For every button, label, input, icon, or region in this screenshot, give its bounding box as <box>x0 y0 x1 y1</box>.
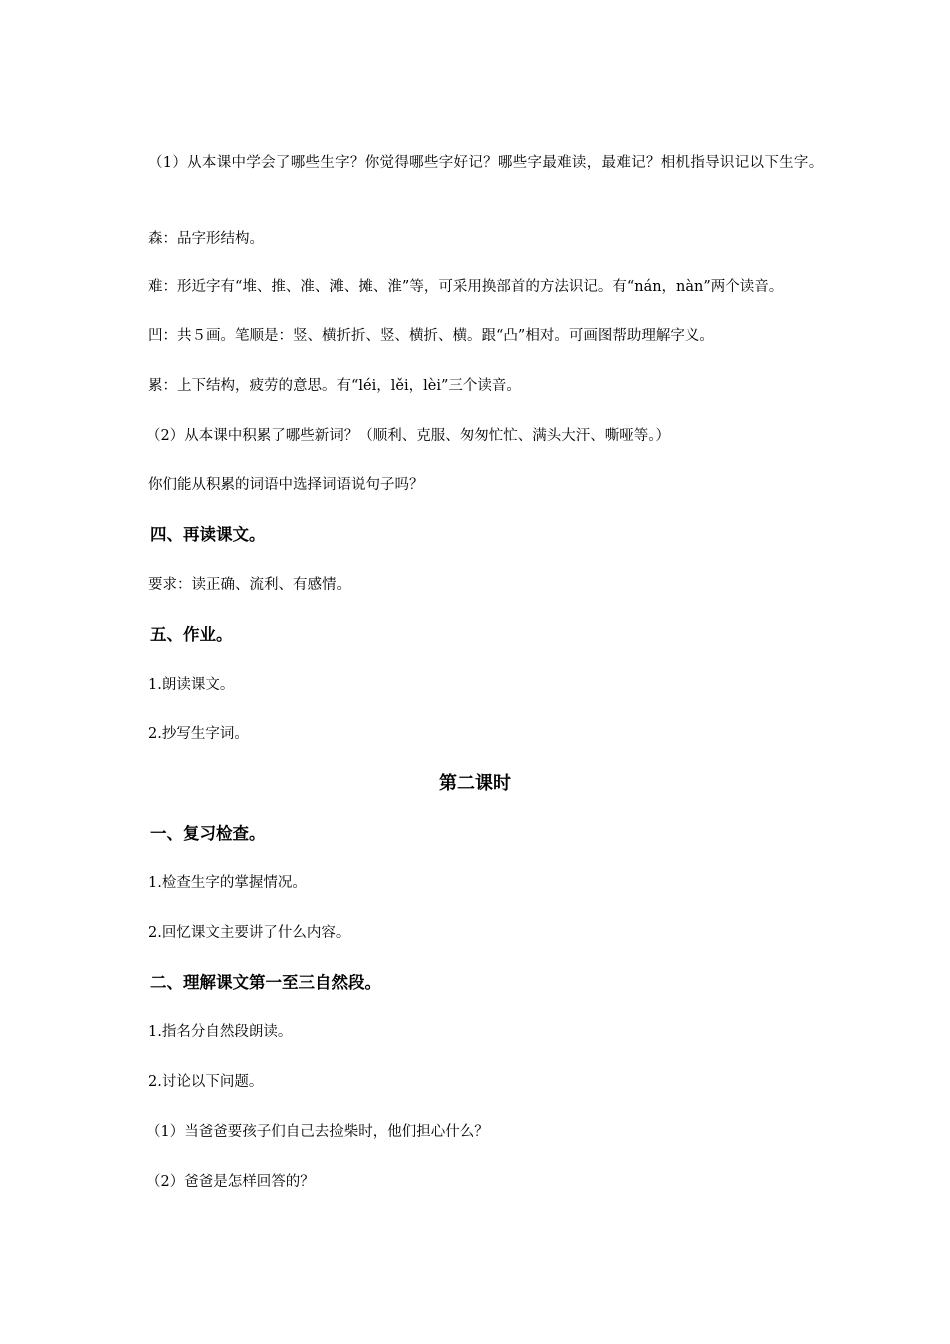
paragraph-new-words: （2）从本课中积累了哪些新词？（顺利、克服、匆匆忙忙、满头大汗、嘶哑等。） <box>146 428 670 444</box>
review-item-recall-content: 2.回忆课文主要讲了什么内容。 <box>148 925 351 941</box>
understand-item-read-paragraphs: 1.指名分自然段朗读。 <box>148 1024 293 1040</box>
review-item-check-characters: 1.检查生字的掌握情况。 <box>148 875 307 891</box>
paragraph-character-lei: 累：上下结构，疲劳的意思。有“léi，lěi，lèi”三个读音。 <box>148 378 521 394</box>
heading-understand-paragraphs: 二、理解课文第一至三自然段。 <box>150 973 381 992</box>
paragraph-character-ao: 凹：共５画。笔顺是：竖、横折折、竖、横折、横。跟“凸”相对。可画图帮助理解字义。 <box>148 328 714 344</box>
paragraph-new-characters-intro: （1）从本课中学会了哪些生字？你觉得哪些字好记？哪些字最难读，最难记？相机指导识记以下生字。 <box>148 155 824 171</box>
heading-reread-text: 四、再读课文。 <box>150 525 266 544</box>
discussion-question-2: （2）爸爸是怎样回答的？ <box>146 1174 315 1190</box>
understand-item-discuss: 2.讨论以下问题。 <box>148 1074 264 1090</box>
heading-review-check: 一、复习检查。 <box>150 824 266 843</box>
homework-item-read-aloud: 1.朗读课文。 <box>148 677 235 693</box>
discussion-question-1: （1）当爸爸要孩子们自己去捡柴时，他们担心什么？ <box>146 1124 489 1140</box>
paragraph-character-sen: 森：品字形结构。 <box>148 231 264 247</box>
paragraph-character-nan: 难：形近字有“堆、推、准、滩、摊、淮”等，可采用换部首的方法识记。有“nán，nàn”两个读音。 <box>148 279 784 295</box>
lesson-two-title: 第二课时 <box>439 773 511 794</box>
homework-item-copy-words: 2.抄写生字词。 <box>148 726 249 742</box>
paragraph-sentence-question: 你们能从积累的词语中选择词语说句子吗？ <box>148 477 424 493</box>
heading-homework: 五、作业。 <box>150 625 233 644</box>
paragraph-reading-requirement: 要求：读正确、流利、有感情。 <box>148 577 351 593</box>
